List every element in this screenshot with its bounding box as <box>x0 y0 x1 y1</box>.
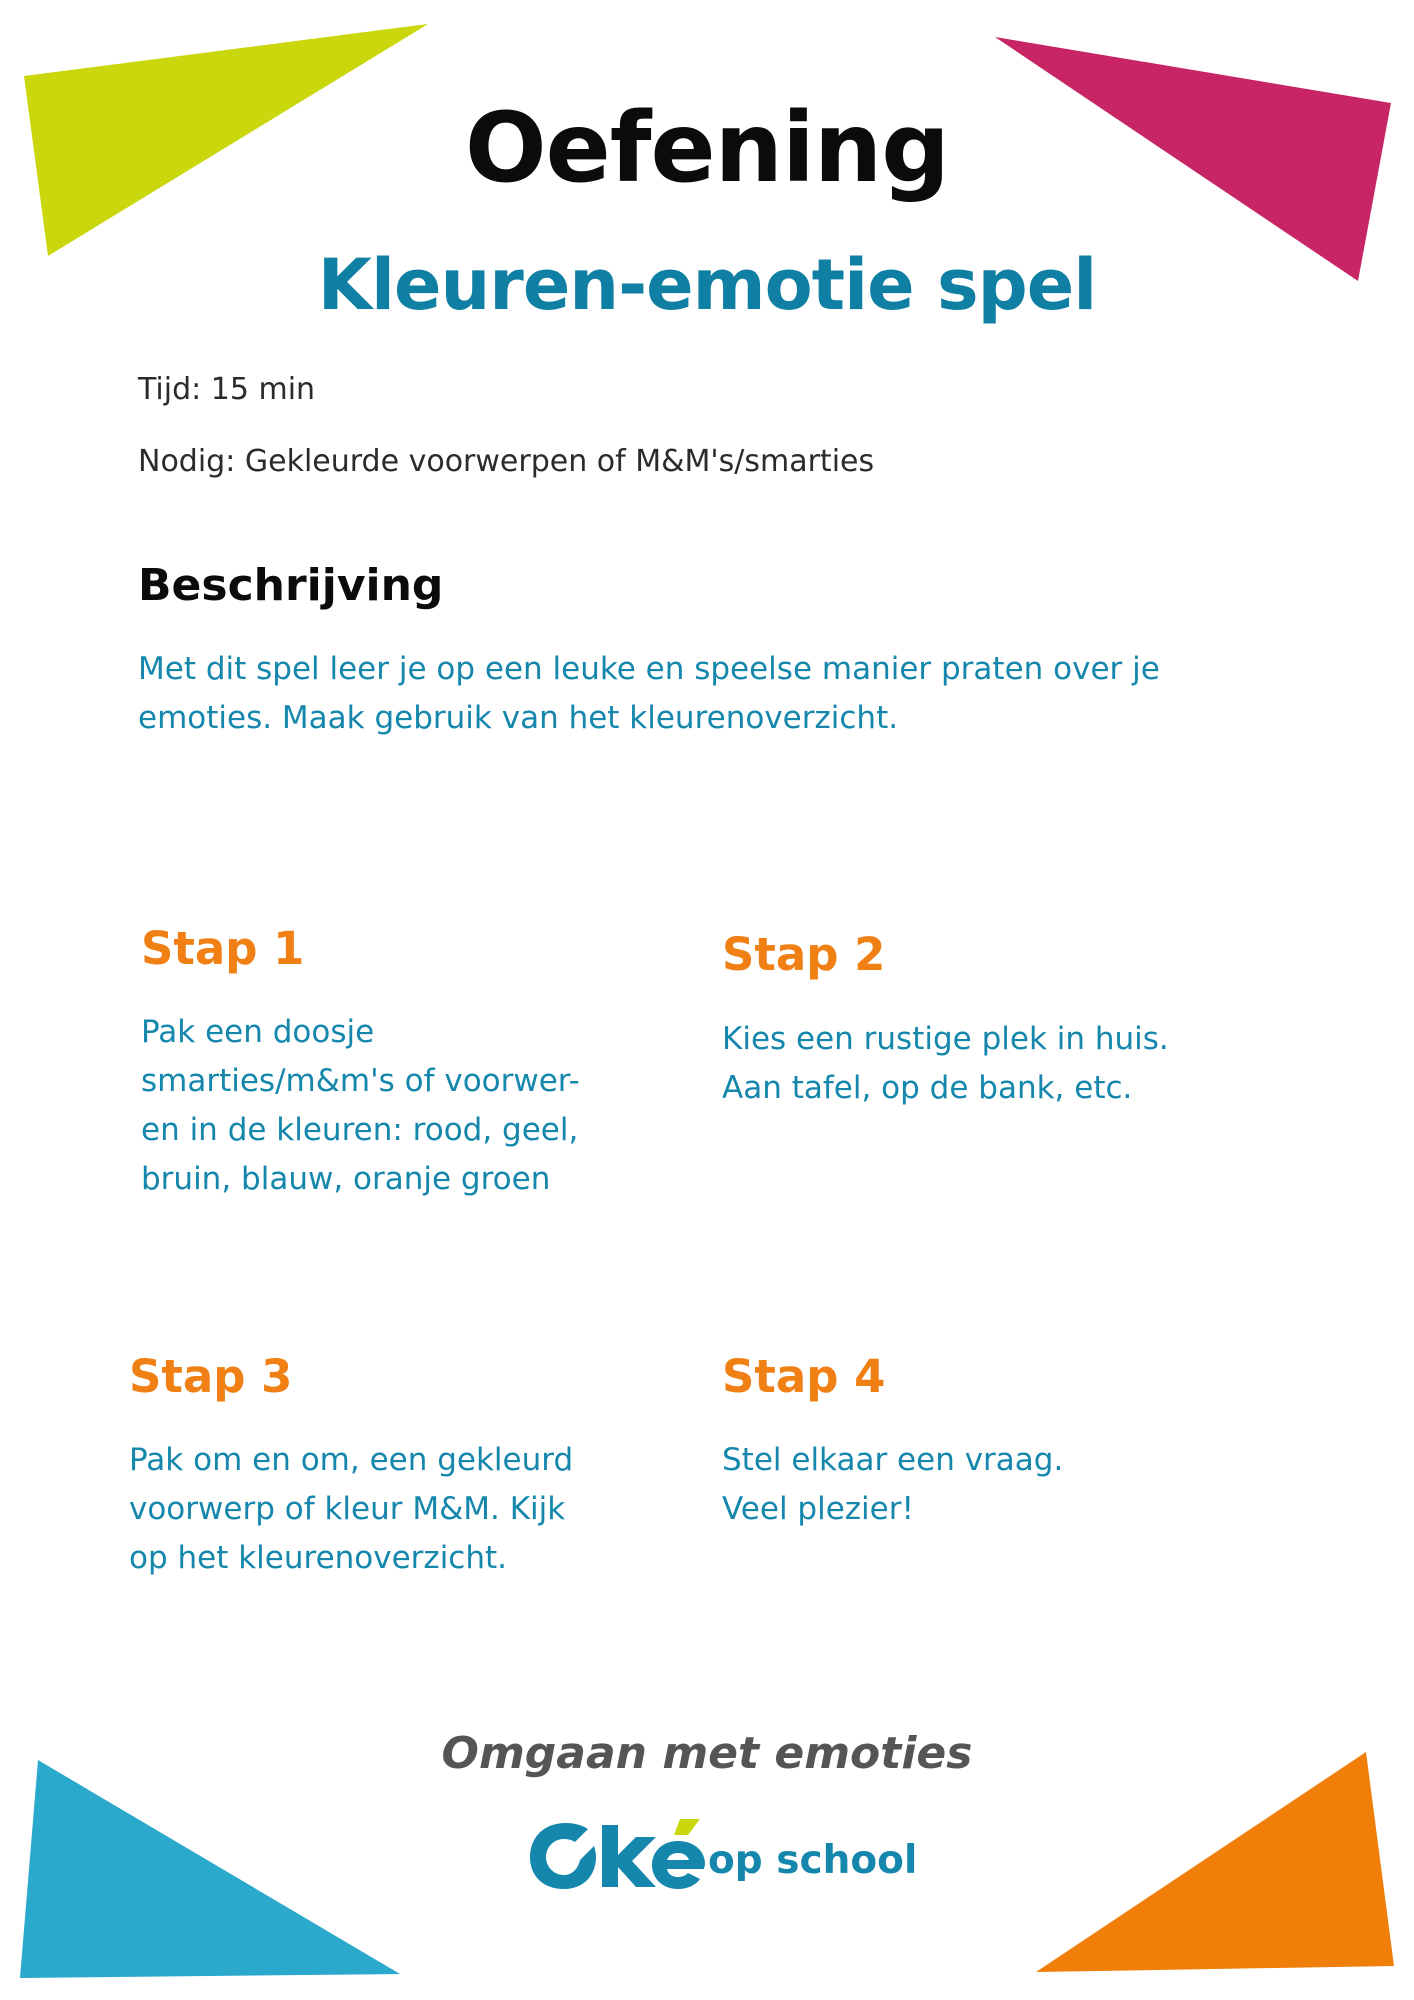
footer-tagline: Omgaan met emoties <box>441 1728 973 1779</box>
step-4-text <box>722 1436 1222 1534</box>
needs-info: Nodig: Gekleurde voorwerpen of M&M's/smarties <box>138 444 875 479</box>
step-2-text <box>722 1015 1222 1113</box>
step-3-text <box>129 1436 629 1583</box>
time-info: Tijd: 15 min <box>138 372 316 407</box>
step-4-line: Veel plezier! <box>722 1491 914 1527</box>
step-4-heading: Stap 4 <box>722 1350 886 1403</box>
logo-subtitle: op school <box>708 1838 918 1883</box>
step-1-line: Pak een doosje <box>141 1014 375 1050</box>
description-heading: Beschrijving <box>138 560 444 611</box>
step-1-line: bruin, blauw, oranje groen <box>141 1161 551 1197</box>
step-3-line: voorwerp of kleur M&M. Kijk <box>129 1491 566 1527</box>
step-3-line: Pak om en om, een gekleurd <box>129 1442 574 1478</box>
step-2-heading: Stap 2 <box>722 928 886 981</box>
step-2-line: Kies een rustige plek in huis. <box>722 1021 1169 1057</box>
step-1-heading: Stap 1 <box>141 922 305 975</box>
step-3-heading: Stap 3 <box>129 1350 293 1403</box>
page-subtitle: Kleuren-emotie spel <box>317 244 1097 326</box>
step-4-line: Stel elkaar een vraag. <box>722 1442 1064 1478</box>
step-3-line: op het kleurenoverzicht. <box>129 1540 508 1576</box>
oke-logo <box>528 1815 708 1895</box>
page-title: Oefening <box>465 92 949 204</box>
step-2-line: Aan tafel, op de bank, etc. <box>722 1070 1133 1106</box>
description-text: Met dit spel leer je op een leuke en speelse manier praten over je emoties. Maak gebruik van het kleurenoverzicht. <box>138 651 1160 736</box>
step-1-text <box>141 1008 641 1204</box>
step-1-line: smarties/m&m's of voorwer- <box>141 1063 580 1099</box>
step-1-line: en in de kleuren: rood, geel, <box>141 1112 579 1148</box>
